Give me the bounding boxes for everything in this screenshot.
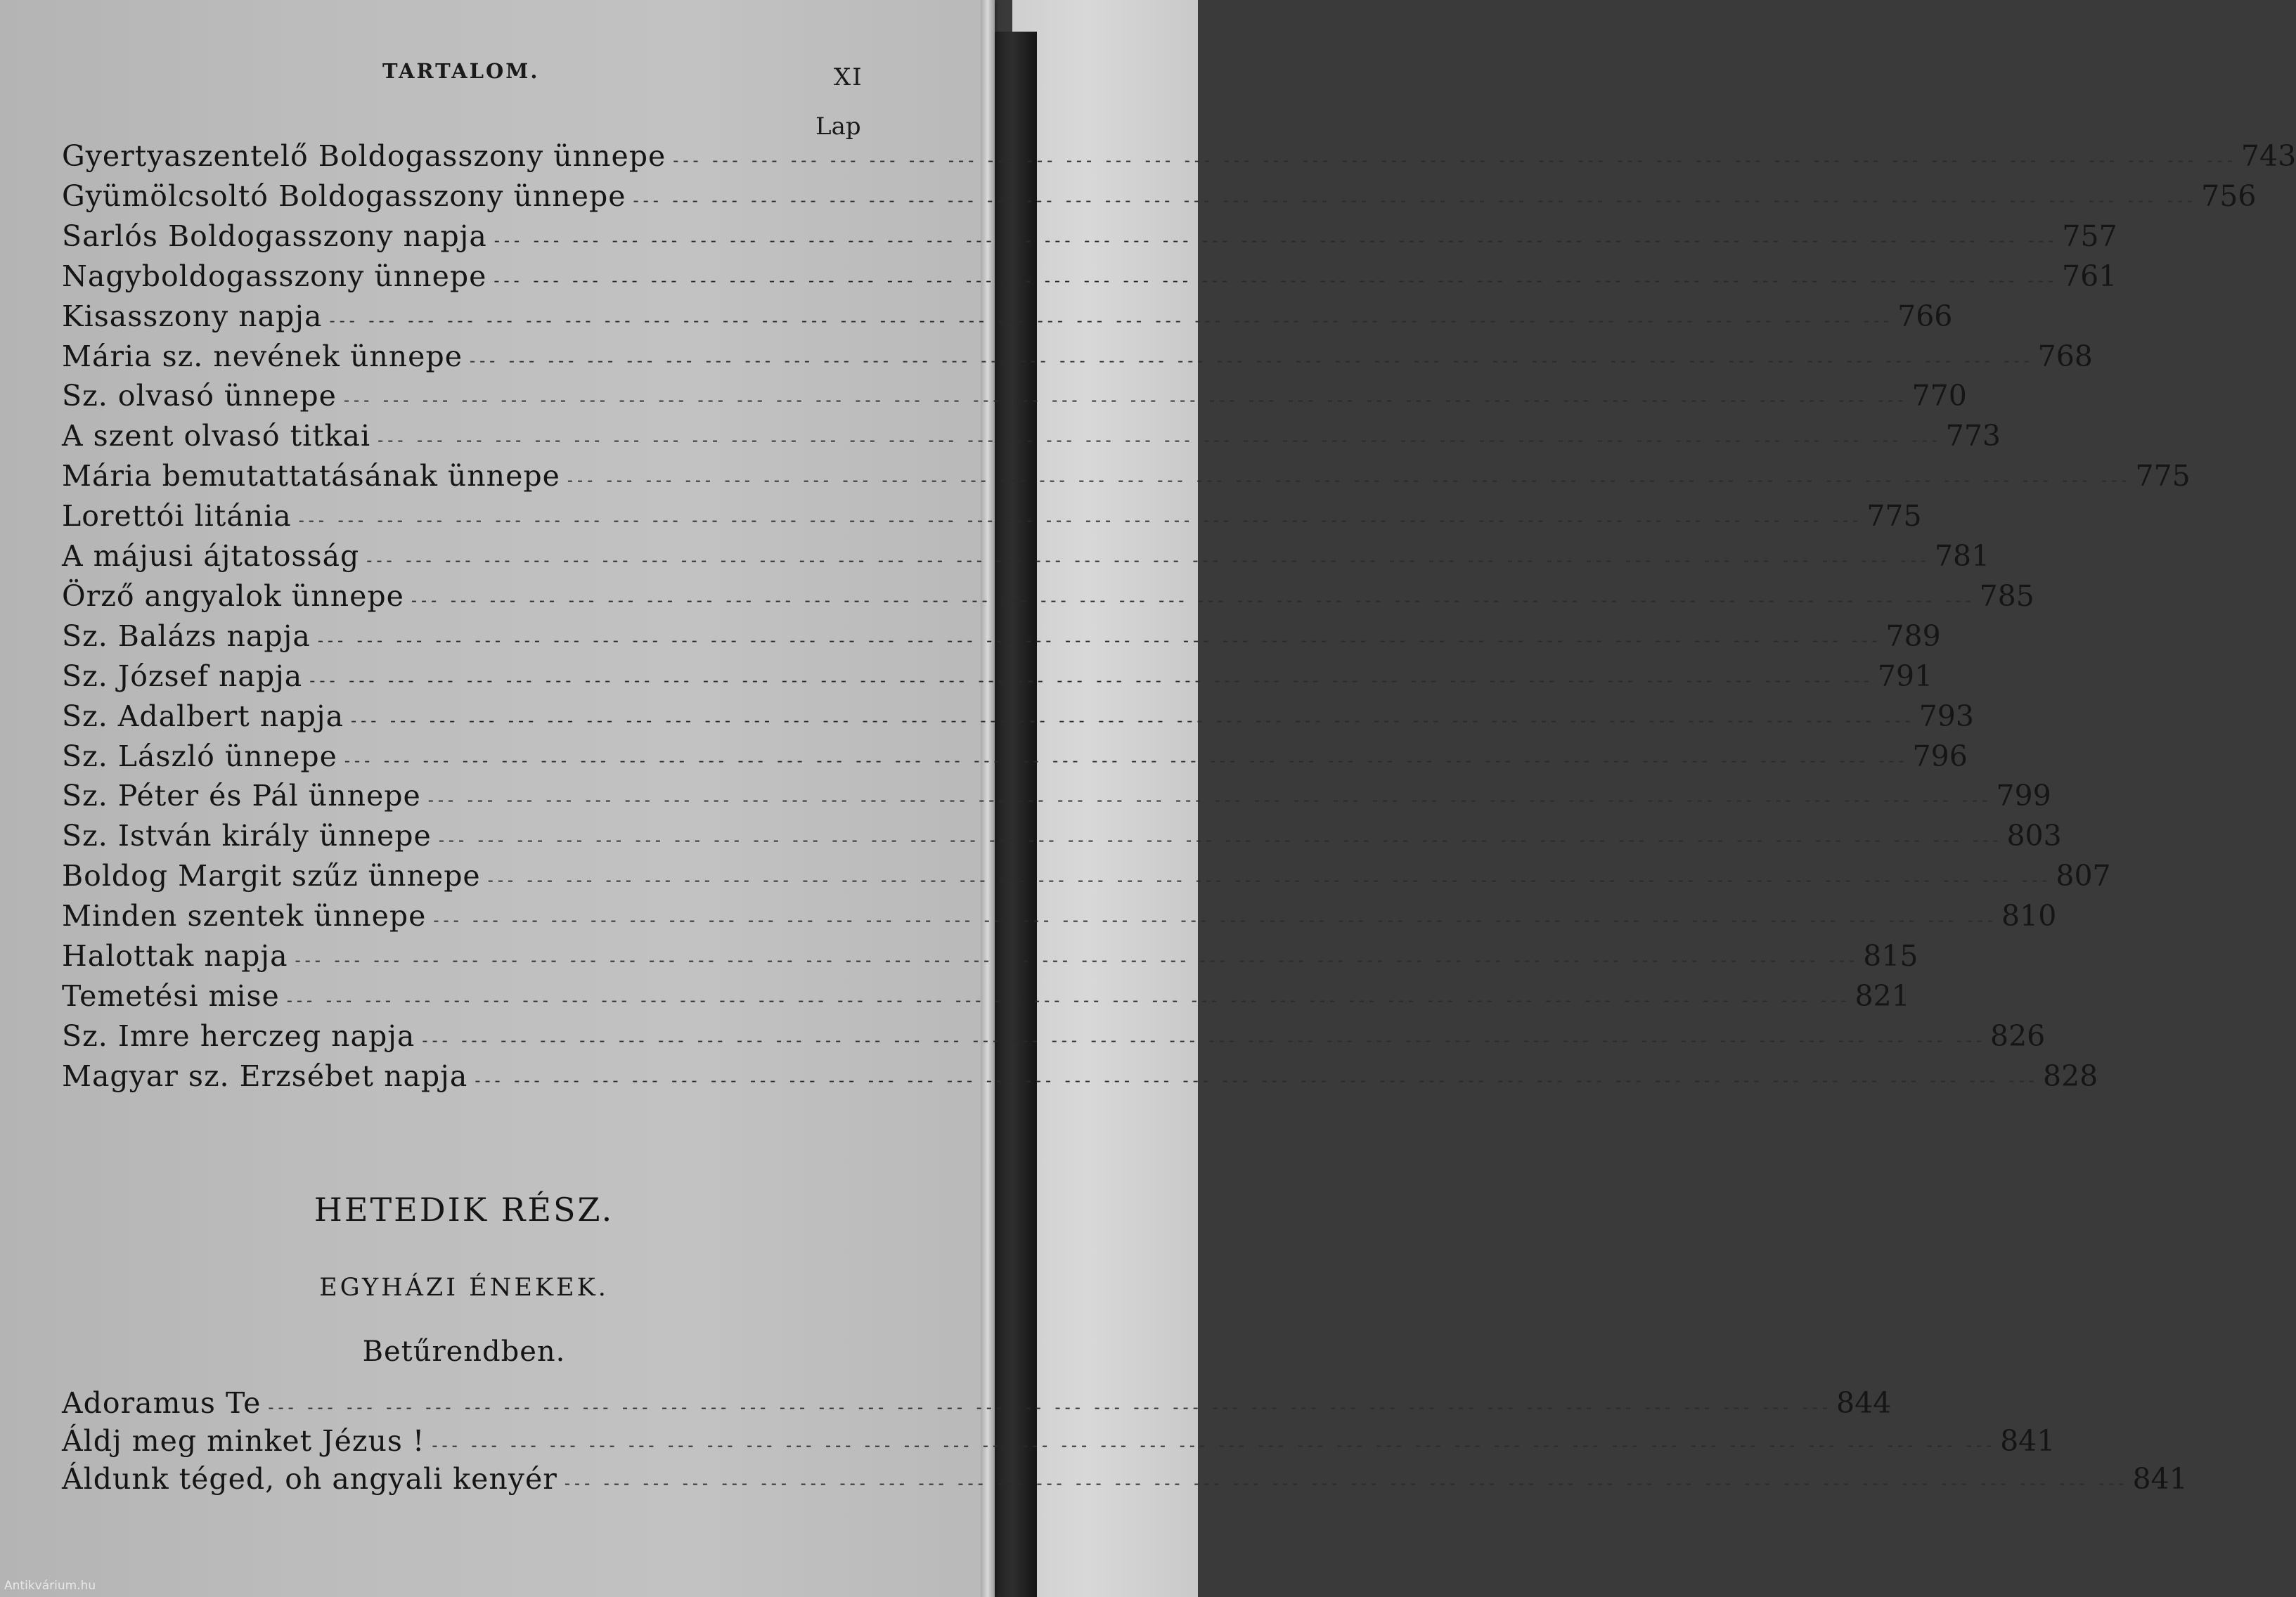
toc-entry bbox=[62, 1424, 2056, 1461]
entry-page: 807 bbox=[2056, 859, 2111, 893]
entry-page: 841 bbox=[2000, 1424, 2056, 1458]
toc-entry bbox=[62, 899, 2057, 936]
section-title: EGYHÁZI ÉNEKEK. bbox=[319, 1274, 609, 1302]
entry-page: 796 bbox=[1912, 739, 1968, 773]
entry-page: 803 bbox=[2006, 819, 2062, 853]
entry-title: Boldog Margit szűz ünnepe bbox=[62, 859, 481, 893]
dot-leader: --- --- --- --- --- --- --- --- --- --- --- --- --- --- --- --- --- --- --- --- --- --- --- --- --- --- --- --- --- --- --- --- --- --- --- --- --- --- --- --- bbox=[411, 590, 1975, 610]
dot-leader: --- --- --- --- --- --- --- --- --- --- --- --- --- --- --- --- --- --- --- --- --- --- --- --- --- --- --- --- --- --- --- --- --- --- --- --- --- --- --- --- bbox=[433, 910, 1998, 931]
entry-title: Minden szentek ünnepe bbox=[62, 899, 427, 933]
part-title: HETEDIK RÉSZ. bbox=[314, 1191, 614, 1229]
entry-page: 828 bbox=[2042, 1059, 2098, 1093]
watermark: Antikvárium.hu bbox=[4, 1579, 96, 1593]
dot-leader: --- --- --- --- --- --- --- --- --- --- --- --- --- --- --- --- --- --- --- --- --- --- --- --- --- --- --- --- --- --- --- --- --- --- --- --- --- --- --- --- bbox=[351, 710, 1915, 730]
entry-title: Temetési mise bbox=[62, 978, 280, 1013]
dot-leader: --- --- --- --- --- --- --- --- --- --- --- --- --- --- --- --- --- --- --- --- --- --- --- --- --- --- --- --- --- --- --- --- --- --- --- --- --- --- --- --- bbox=[298, 510, 1863, 531]
entry-page: 810 bbox=[2001, 899, 2057, 933]
toc-entry bbox=[62, 379, 1967, 415]
dot-leader: --- --- --- --- --- --- --- --- --- --- --- --- --- --- --- --- --- --- --- --- --- --- --- --- --- --- --- --- --- --- --- --- --- --- --- --- --- --- --- --- bbox=[494, 230, 2058, 250]
entry-title: Halottak napja bbox=[62, 939, 288, 973]
entry-page: 761 bbox=[2062, 259, 2117, 293]
entry-page: 826 bbox=[1990, 1019, 2046, 1053]
column-heading: Lap bbox=[815, 112, 861, 141]
entry-title: Sz. László ünnepe bbox=[62, 739, 337, 773]
entry-page: 791 bbox=[1877, 659, 1933, 693]
entry-page: 781 bbox=[1934, 539, 1990, 573]
dot-leader: --- --- --- --- --- --- --- --- --- --- --- --- --- --- --- --- --- --- --- --- --- --- --- --- --- --- --- --- --- --- --- --- --- --- --- --- --- --- --- --- bbox=[469, 350, 2034, 370]
dot-leader: --- --- --- --- --- --- --- --- --- --- --- --- --- --- --- --- --- --- --- --- --- --- --- --- --- --- --- --- --- --- --- --- --- --- --- --- --- --- --- --- bbox=[378, 430, 1942, 451]
entry-page: 841 bbox=[2132, 1462, 2188, 1496]
entry-page: 789 bbox=[1885, 619, 1941, 653]
entry-page: 773 bbox=[1945, 419, 2001, 453]
dot-leader: --- --- --- --- --- --- --- --- --- --- --- --- --- --- --- --- --- --- --- --- --- --- --- --- --- --- --- --- --- --- --- --- --- --- --- --- --- --- --- --- bbox=[268, 1397, 1833, 1417]
dot-leader: --- --- --- --- --- --- --- --- --- --- --- --- --- --- --- --- --- --- --- --- --- --- --- --- --- --- --- --- --- --- --- --- --- --- --- --- --- --- --- --- bbox=[344, 750, 1909, 770]
entry-title: Gyertyaszentelő Boldogasszony ünnepe bbox=[62, 139, 666, 173]
toc-entry bbox=[62, 259, 2117, 296]
toc-entry bbox=[62, 1059, 2098, 1096]
toc-entry bbox=[62, 139, 2296, 176]
entry-title: Áldunk téged, oh angyali kenyér bbox=[62, 1462, 557, 1496]
entry-page: 766 bbox=[1897, 299, 1953, 333]
toc-entry bbox=[62, 339, 2093, 376]
entry-page: 821 bbox=[1855, 978, 1910, 1013]
toc-entry bbox=[62, 219, 2117, 256]
entry-title: Nagyboldogasszony ünnepe bbox=[62, 259, 487, 293]
toc-entry bbox=[62, 819, 2062, 855]
entry-title: Sz. Péter és Pál ünnepe bbox=[62, 779, 421, 813]
toc-entry bbox=[62, 779, 2051, 815]
toc-entry bbox=[62, 459, 2191, 496]
toc-entry bbox=[62, 739, 1968, 776]
toc-entry bbox=[62, 1019, 2046, 1056]
dot-leader: --- --- --- --- --- --- --- --- --- --- --- --- --- --- --- --- --- --- --- --- --- --- --- --- --- --- --- --- --- --- --- --- --- --- --- --- --- --- --- --- bbox=[432, 1435, 1997, 1455]
dot-leader: --- --- --- --- --- --- --- --- --- --- --- --- --- --- --- --- --- --- --- --- --- --- --- --- --- --- --- --- --- --- --- --- --- --- --- --- --- --- --- --- bbox=[673, 150, 2237, 170]
entry-page: 770 bbox=[1911, 379, 1967, 413]
dot-leader: --- --- --- --- --- --- --- --- --- --- --- --- --- --- --- --- --- --- --- --- --- --- --- --- --- --- --- --- --- --- --- --- --- --- --- --- --- --- --- --- bbox=[286, 990, 1851, 1010]
toc-entry bbox=[62, 539, 1990, 576]
entry-page: 793 bbox=[1918, 699, 1974, 733]
dot-leader: --- --- --- --- --- --- --- --- --- --- --- --- --- --- --- --- --- --- --- --- --- --- --- --- --- --- --- --- --- --- --- --- --- --- --- --- --- --- --- --- bbox=[567, 470, 2131, 491]
entry-page: 757 bbox=[2062, 219, 2117, 253]
dot-leader: --- --- --- --- --- --- --- --- --- --- --- --- --- --- --- --- --- --- --- --- --- --- --- --- --- --- --- --- --- --- --- --- --- --- --- --- --- --- --- --- bbox=[366, 550, 1930, 570]
toc-entry bbox=[62, 1386, 1892, 1423]
toc-entry bbox=[62, 659, 1933, 696]
toc-entry bbox=[62, 939, 1918, 976]
toc-entry bbox=[62, 1462, 2188, 1499]
entry-title: Kisasszony napja bbox=[62, 299, 323, 333]
entry-title: Sz. István király ünnepe bbox=[62, 819, 432, 853]
dot-leader: --- --- --- --- --- --- --- --- --- --- --- --- --- --- --- --- --- --- --- --- --- --- --- --- --- --- --- --- --- --- --- --- --- --- --- --- --- --- --- --- bbox=[309, 670, 1873, 690]
entry-title: Sz. József napja bbox=[62, 659, 303, 693]
toc-entry bbox=[62, 499, 1922, 536]
entry-page: 799 bbox=[1996, 779, 2051, 813]
entry-title: Adoramus Te bbox=[62, 1386, 262, 1420]
entry-title: Lorettói litánia bbox=[62, 499, 292, 534]
toc-entry bbox=[62, 179, 2257, 216]
entry-title: Sz. Balázs napja bbox=[62, 619, 311, 653]
entry-title: Sz. olvasó ünnepe bbox=[62, 379, 337, 413]
book-cover-edge bbox=[988, 32, 1037, 1597]
entry-title: Mária bemutattatásának ünnepe bbox=[62, 459, 560, 493]
entry-page: 743 bbox=[2240, 139, 2296, 173]
running-head: TARTALOM. bbox=[382, 59, 540, 83]
dot-leader: --- --- --- --- --- --- --- --- --- --- --- --- --- --- --- --- --- --- --- --- --- --- --- --- --- --- --- --- --- --- --- --- --- --- --- --- --- --- --- --- bbox=[633, 190, 2198, 210]
entry-page: 768 bbox=[2037, 339, 2093, 373]
toc-entry bbox=[62, 578, 2034, 616]
toc-entry bbox=[62, 699, 1974, 736]
dot-leader: --- --- --- --- --- --- --- --- --- --- --- --- --- --- --- --- --- --- --- --- --- --- --- --- --- --- --- --- --- --- --- --- --- --- --- --- --- --- --- --- bbox=[487, 870, 2052, 891]
toc-entry bbox=[62, 299, 1953, 336]
dot-leader: --- --- --- --- --- --- --- --- --- --- --- --- --- --- --- --- --- --- --- --- --- --- --- --- --- --- --- --- --- --- --- --- --- --- --- --- --- --- --- --- bbox=[422, 1030, 1987, 1050]
entry-title: Sz. Imre herczeg napja bbox=[62, 1019, 415, 1053]
entry-title: A májusi ájtatosság bbox=[62, 539, 360, 573]
entry-title: Gyümölcsoltó Boldogasszony ünnepe bbox=[62, 179, 626, 213]
entry-page: 785 bbox=[1979, 578, 2034, 613]
dot-leader: --- --- --- --- --- --- --- --- --- --- --- --- --- --- --- --- --- --- --- --- --- --- --- --- --- --- --- --- --- --- --- --- --- --- --- --- --- --- --- --- bbox=[494, 270, 2058, 290]
entry-title: Mária sz. nevének ünnepe bbox=[62, 339, 463, 373]
dot-leader: --- --- --- --- --- --- --- --- --- --- --- --- --- --- --- --- --- --- --- --- --- --- --- --- --- --- --- --- --- --- --- --- --- --- --- --- --- --- --- --- bbox=[475, 1070, 2039, 1090]
toc-entry bbox=[62, 978, 1910, 1016]
entry-title: Sz. Adalbert napja bbox=[62, 699, 344, 733]
entry-title: Áldj meg minket Jézus ! bbox=[62, 1424, 425, 1458]
page-number: XI bbox=[834, 63, 863, 91]
toc-entry bbox=[62, 619, 1941, 656]
dot-leader: --- --- --- --- --- --- --- --- --- --- --- --- --- --- --- --- --- --- --- --- --- --- --- --- --- --- --- --- --- --- --- --- --- --- --- --- --- --- --- --- bbox=[329, 310, 1894, 330]
entry-page: 844 bbox=[1836, 1386, 1892, 1420]
dot-leader: --- --- --- --- --- --- --- --- --- --- --- --- --- --- --- --- --- --- --- --- --- --- --- --- --- --- --- --- --- --- --- --- --- --- --- --- --- --- --- --- bbox=[438, 830, 2003, 851]
entry-title: Örző angyalok ünnepe bbox=[62, 578, 404, 613]
dot-leader: --- --- --- --- --- --- --- --- --- --- --- --- --- --- --- --- --- --- --- --- --- --- --- --- --- --- --- --- --- --- --- --- --- --- --- --- --- --- --- --- bbox=[295, 950, 1859, 970]
dot-leader: --- --- --- --- --- --- --- --- --- --- --- --- --- --- --- --- --- --- --- --- --- --- --- --- --- --- --- --- --- --- --- --- --- --- --- --- --- --- --- --- bbox=[317, 630, 1882, 650]
entry-page: 775 bbox=[1866, 499, 1922, 534]
entry-page: 775 bbox=[2135, 459, 2191, 493]
dot-leader: --- --- --- --- --- --- --- --- --- --- --- --- --- --- --- --- --- --- --- --- --- --- --- --- --- --- --- --- --- --- --- --- --- --- --- --- --- --- --- --- bbox=[343, 390, 1908, 410]
entry-title: Sarlós Boldogasszony napja bbox=[62, 219, 487, 253]
entry-title: Magyar sz. Erzsébet napja bbox=[62, 1059, 468, 1093]
dot-leader: --- --- --- --- --- --- --- --- --- --- --- --- --- --- --- --- --- --- --- --- --- --- --- --- --- --- --- --- --- --- --- --- --- --- --- --- --- --- --- --- bbox=[564, 1473, 2129, 1493]
entry-page: 815 bbox=[1863, 939, 1918, 973]
toc-entry bbox=[62, 859, 2111, 896]
entry-page: 756 bbox=[2201, 179, 2257, 213]
section-subtitle: Betűrendben. bbox=[362, 1336, 566, 1368]
entry-title: A szent olvasó titkai bbox=[62, 419, 371, 453]
toc-entry bbox=[62, 419, 2001, 455]
dot-leader: --- --- --- --- --- --- --- --- --- --- --- --- --- --- --- --- --- --- --- --- --- --- --- --- --- --- --- --- --- --- --- --- --- --- --- --- --- --- --- --- bbox=[427, 790, 1992, 810]
